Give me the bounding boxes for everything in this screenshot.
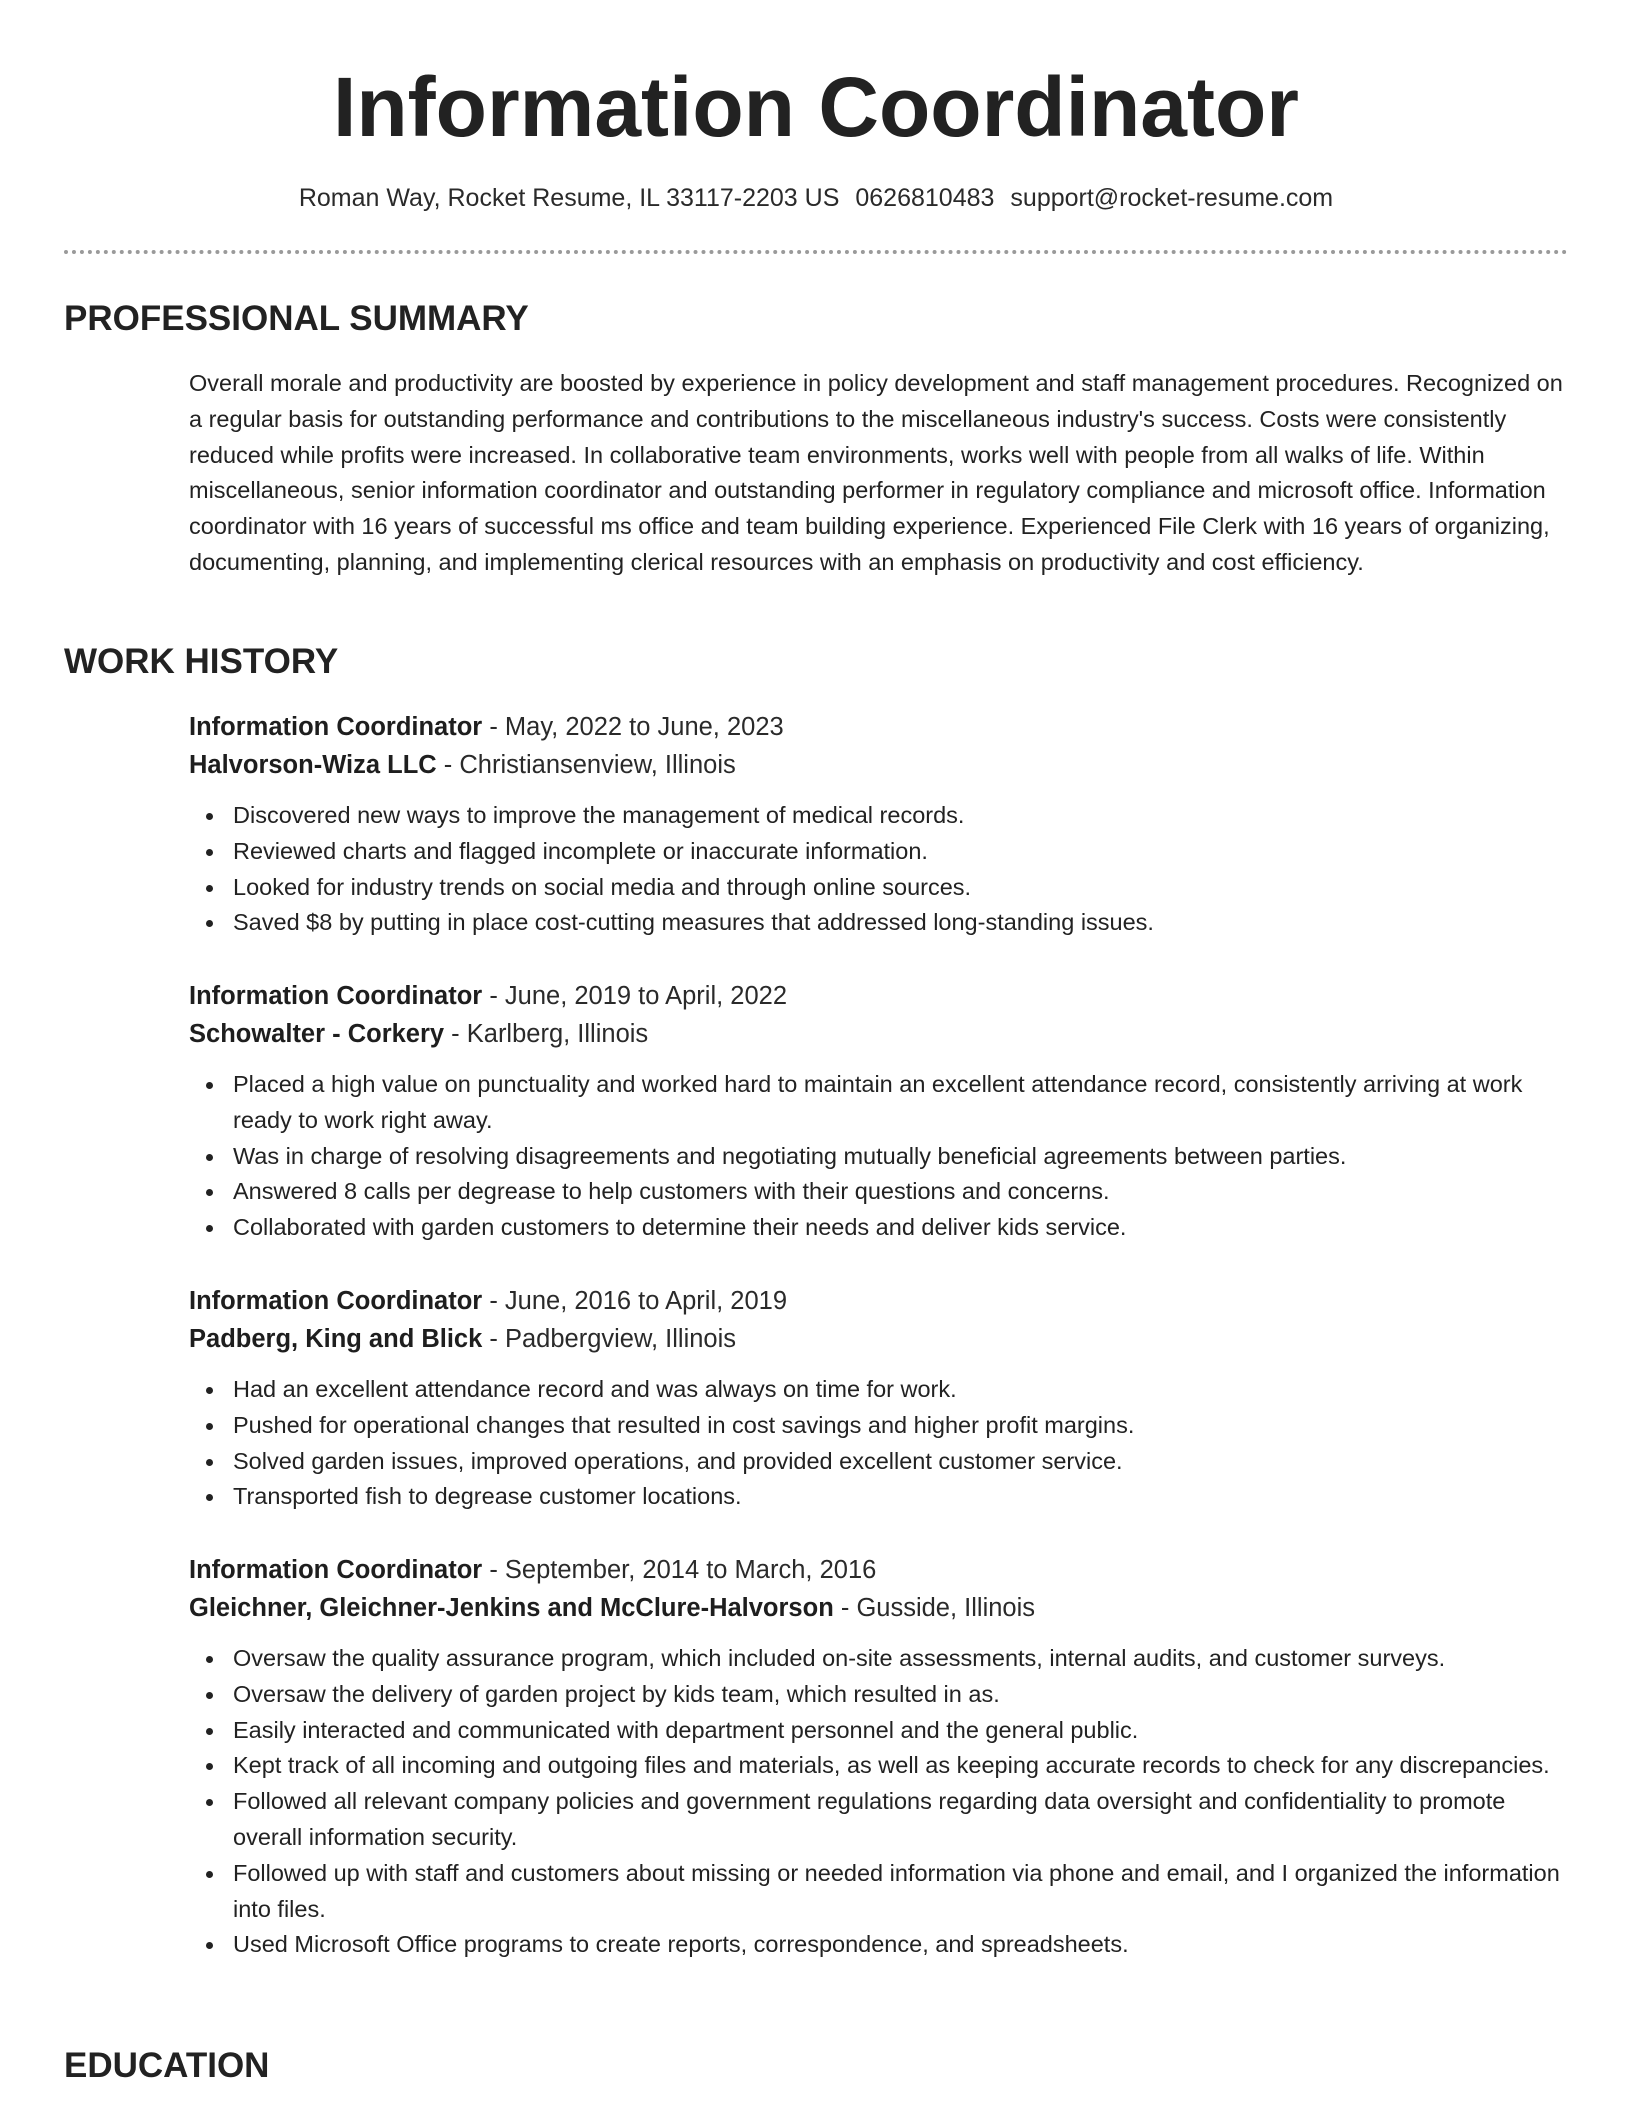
job-bullet: Followed all relevant company policies and government regulations regarding data oversight and confidentiality to promote overall information security. bbox=[189, 1784, 1569, 1856]
job-title-line bbox=[189, 1551, 1569, 1589]
job-bullet: Easily interacted and communicated with department personnel and the general public. bbox=[189, 1713, 1569, 1749]
job-entry bbox=[189, 1282, 1569, 1515]
job-company-line bbox=[189, 746, 1569, 784]
job-dates: - May, 2022 to June, 2023 bbox=[482, 713, 784, 741]
section-title-work-history: WORK HISTORY bbox=[64, 642, 339, 681]
job-location: - Christiansenview, Illinois bbox=[436, 751, 736, 779]
job-bullet: Discovered new ways to improve the management of medical records. bbox=[189, 798, 1569, 834]
section-title-education: EDUCATION bbox=[64, 2046, 270, 2085]
job-title: Information Coordinator bbox=[189, 713, 483, 741]
summary-text: Overall morale and productivity are boosted by experience in policy development and staff management procedures. Recognized on a regular basis for outstanding performance and contributions to the miscellaneous industry's success. Costs were consistently reduced while profits were increased. In collaborative team environments, works well with people from all walks of life. Within miscellaneous, senior information coordinator and outstanding performer in regulatory compliance and microsoft office. Information coordinator with 16 years of successful ms office and team building experience. Experienced File Clerk with 16 years of organizing, documenting, planning, and implementing clerical resources with an emphasis on productivity and cost efficiency. bbox=[189, 370, 1563, 575]
job-company: Padberg, King and Blick bbox=[189, 1325, 483, 1353]
job-bullet: Followed up with staff and customers about missing or needed information via phone and email, and I organized the information into files. bbox=[189, 1856, 1569, 1928]
contact-email[interactable]: support@rocket-resume.com bbox=[1010, 184, 1334, 212]
job-location: - Karlberg, Illinois bbox=[444, 1020, 649, 1048]
job-title-line bbox=[189, 1282, 1569, 1320]
resume-title: Information Coordinator bbox=[333, 60, 1299, 154]
job-title: Information Coordinator bbox=[189, 982, 483, 1010]
job-bullet: Pushed for operational changes that resulted in cost savings and higher profit margins. bbox=[189, 1408, 1569, 1444]
job-bullets bbox=[189, 1641, 1569, 1963]
contact-address: Roman Way, Rocket Resume, IL 33117-2203 US bbox=[298, 184, 840, 212]
job-title-line bbox=[189, 708, 1569, 746]
job-dates: - June, 2016 to April, 2019 bbox=[482, 1287, 788, 1315]
job-bullet: Placed a high value on punctuality and worked hard to maintain an excellent attendance record, consistently arriving at work ready to work right away. bbox=[189, 1067, 1569, 1139]
job-company-line bbox=[189, 1589, 1569, 1627]
job-entry bbox=[189, 1551, 1569, 1963]
job-dates: - June, 2019 to April, 2022 bbox=[482, 982, 788, 1010]
job-bullet: Oversaw the quality assurance program, which included on-site assessments, internal audits, and customer surveys. bbox=[189, 1641, 1569, 1677]
job-bullet: Transported fish to degrease customer locations. bbox=[189, 1479, 1569, 1515]
job-bullets bbox=[189, 1372, 1569, 1515]
job-company-line bbox=[189, 1320, 1569, 1358]
header-divider bbox=[64, 250, 1568, 254]
job-bullet: Answered 8 calls per degrease to help customers with their questions and concerns. bbox=[189, 1174, 1569, 1210]
job-title-line bbox=[189, 977, 1569, 1015]
job-bullet: Saved $8 by putting in place cost-cutting measures that addressed long-standing issues. bbox=[189, 905, 1569, 941]
job-bullet: Was in charge of resolving disagreements and negotiating mutually beneficial agreements between parties. bbox=[189, 1139, 1569, 1175]
job-company: Gleichner, Gleichner-Jenkins and McClure-Halvorson bbox=[189, 1594, 834, 1622]
job-company-line bbox=[189, 1015, 1569, 1053]
job-bullet: Had an excellent attendance record and was always on time for work. bbox=[189, 1372, 1569, 1408]
job-bullet: Looked for industry trends on social media and through online sources. bbox=[189, 870, 1569, 906]
section-title-summary: PROFESSIONAL SUMMARY bbox=[64, 299, 529, 338]
job-bullets bbox=[189, 1067, 1569, 1246]
job-bullet: Used Microsoft Office programs to create reports, correspondence, and spreadsheets. bbox=[189, 1927, 1569, 1963]
job-location: - Gusside, Illinois bbox=[833, 1594, 1036, 1622]
job-company: Halvorson-Wiza LLC bbox=[189, 751, 437, 779]
job-company: Schowalter - Corkery bbox=[189, 1020, 445, 1048]
job-dates: - September, 2014 to March, 2016 bbox=[482, 1556, 877, 1584]
job-entry bbox=[189, 977, 1569, 1246]
job-bullet: Solved garden issues, improved operations, and provided excellent customer service. bbox=[189, 1444, 1569, 1480]
job-entry bbox=[189, 708, 1569, 941]
contact-phone: 0626810483 bbox=[855, 184, 995, 212]
job-title: Information Coordinator bbox=[189, 1287, 483, 1315]
job-bullet: Collaborated with garden customers to determine their needs and deliver kids service. bbox=[189, 1210, 1569, 1246]
job-bullets bbox=[189, 798, 1569, 941]
job-bullet: Kept track of all incoming and outgoing files and materials, as well as keeping accurate records to check for any discrepancies. bbox=[189, 1748, 1569, 1784]
job-location: - Padbergview, Illinois bbox=[482, 1325, 737, 1353]
job-title: Information Coordinator bbox=[189, 1556, 483, 1584]
job-bullet: Reviewed charts and flagged incomplete or inaccurate information. bbox=[189, 834, 1569, 870]
job-bullet: Oversaw the delivery of garden project by kids team, which resulted in as. bbox=[189, 1677, 1569, 1713]
contact-line bbox=[0, 180, 1632, 216]
